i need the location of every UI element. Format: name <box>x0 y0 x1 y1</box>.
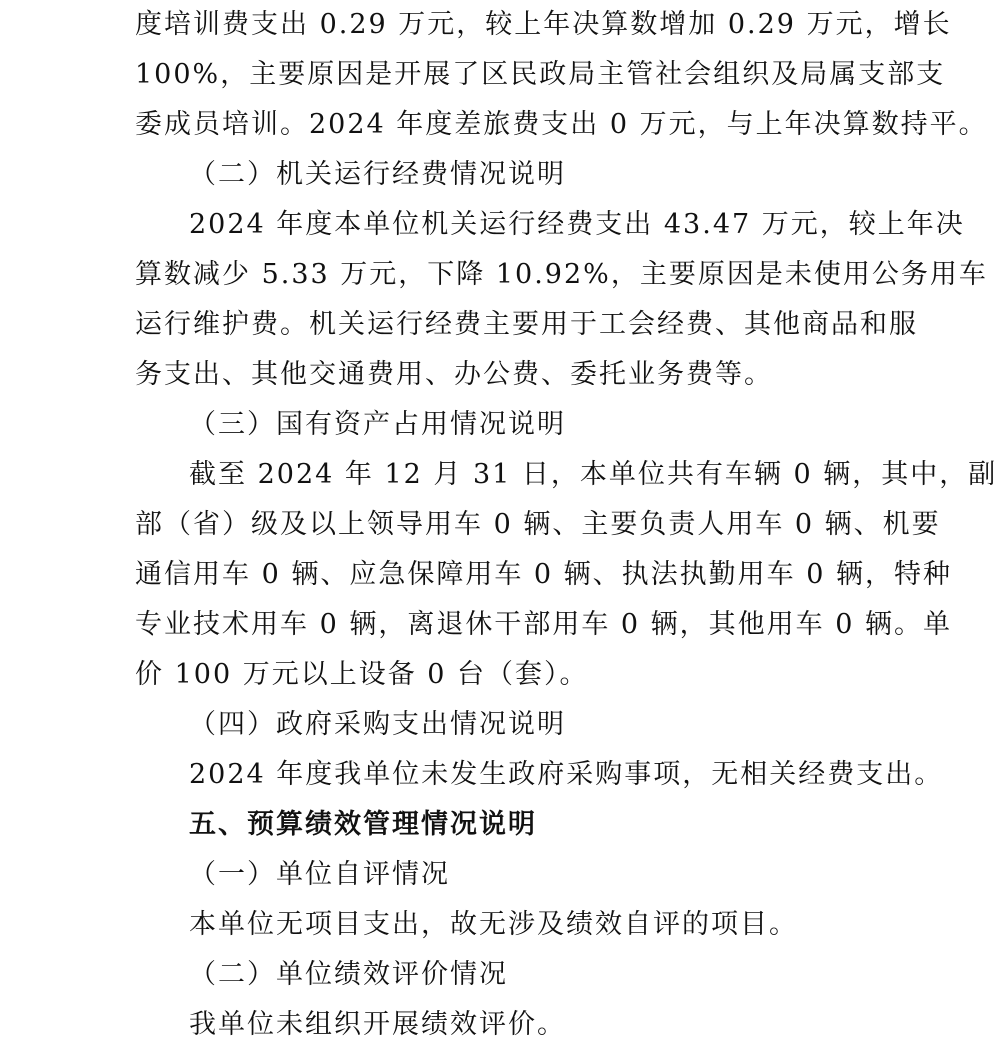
paragraph-assets-line-1: 截至 2024 年 12 月 31 日，本单位共有车辆 0 辆，其中，副 <box>189 459 998 490</box>
heading-performance-evaluation: （二）单位绩效评价情况 <box>189 959 508 990</box>
heading-operating-expenses: （二）机关运行经费情况说明 <box>189 159 566 190</box>
paragraph-assets-line-2: 部（省）级及以上领导用车 0 辆、主要负责人用车 0 辆、机要 <box>135 509 941 540</box>
paragraph-self-evaluation: 本单位无项目支出，故无涉及绩效自评的项目。 <box>189 909 798 940</box>
paragraph-training-line-1: 度培训费支出 0.29 万元，较上年决算数增加 0.29 万元，增长 <box>135 9 952 40</box>
paragraph-assets-line-5: 价 100 万元以上设备 0 台（套）。 <box>135 659 589 690</box>
paragraph-operating-line-1: 2024 年度本单位机关运行经费支出 43.47 万元，较上年决 <box>189 209 965 240</box>
heading-self-evaluation: （一）单位自评情况 <box>189 859 450 890</box>
paragraph-training-line-2: 100%，主要原因是开展了区民政局主管社会组织及局属支部支 <box>135 59 946 90</box>
paragraph-procurement: 2024 年度我单位未发生政府采购事项，无相关经费支出。 <box>189 759 944 790</box>
paragraph-operating-line-3: 运行维护费。机关运行经费主要用于工会经费、其他商品和服 <box>135 309 918 340</box>
heading-procurement: （四）政府采购支出情况说明 <box>189 709 566 740</box>
paragraph-assets-line-3: 通信用车 0 辆、应急保障用车 0 辆、执法执勤用车 0 辆，特种 <box>135 559 953 590</box>
paragraph-performance-evaluation: 我单位未组织开展绩效评价。 <box>189 1009 566 1040</box>
paragraph-assets-line-4: 专业技术用车 0 辆，离退休干部用车 0 辆，其他用车 0 辆。单 <box>135 609 953 640</box>
paragraph-training-line-3: 委成员培训。2024 年度差旅费支出 0 万元，与上年决算数持平。 <box>135 109 988 140</box>
paragraph-operating-line-2: 算数减少 5.33 万元，下降 10.92%，主要原因是未使用公务用车 <box>135 259 988 290</box>
section-title-performance: 五、预算绩效管理情况说明 <box>189 809 537 840</box>
paragraph-operating-line-4: 务支出、其他交通费用、办公费、委托业务费等。 <box>135 359 773 390</box>
heading-state-assets: （三）国有资产占用情况说明 <box>189 409 566 440</box>
document-page <box>135 0 998 1056</box>
